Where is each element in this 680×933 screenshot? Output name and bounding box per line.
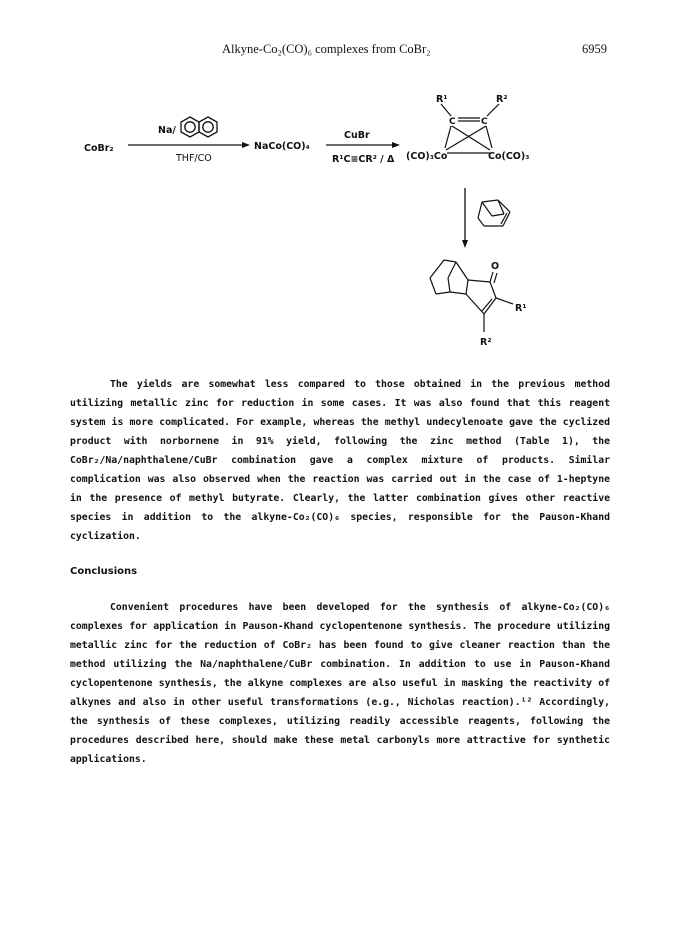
page-header	[0, 42, 680, 62]
scheme-start-reagent: CoBr₂	[84, 143, 114, 154]
reaction-scheme-drawing	[0, 80, 680, 370]
complex-r2-label: R²	[496, 94, 508, 105]
cyclopentenone-product	[430, 260, 526, 348]
reagent-1-bottom: THF/CO	[176, 153, 212, 164]
cobalt-alkyne-complex	[406, 94, 529, 162]
scheme-intermediate: NaCo(CO)₄	[254, 141, 310, 152]
conclusions-heading: Conclusions	[70, 566, 138, 577]
product-r2-label: R²	[480, 337, 492, 348]
vertical-reaction-arrow-head	[462, 240, 468, 248]
complex-carbon-right: C	[481, 117, 488, 127]
reagent-2-top: CuBr	[344, 130, 370, 141]
reaction-scheme	[0, 80, 680, 370]
norbornene-structure	[478, 200, 510, 226]
complex-carbon-left: C	[449, 117, 456, 127]
reagent-1-top: Na/	[158, 125, 176, 136]
product-r1-label: R¹	[515, 303, 527, 314]
paragraph-conclusions: Convenient procedures have been developed for the synthesis of alkyne-Co₂(CO)₆ complexes for application in Pauson-Khand cyclopentenone synthesis. The procedure utilizing metallic zinc for the reduction of CoBr₂ has been found to give cleaner reaction than the method utilizing the Na/naphthalene/CuBr combination. In addition to use in Pauson-Khand cyclopentenone synthesis, the alkyne complexes are also useful in masking the reactivity of alkynes and also in other useful transformations (e.g., Nicholas reaction).¹² Accordingly, the synthesis of these complexes, utilizing readily accessible reagents, following the procedures described here, should make these metal carbonyls more attractive for synthetic applications.	[70, 602, 610, 765]
reaction-arrow-2-head	[392, 142, 400, 148]
running-title: Alkyne-Co₂(CO)₆ complexes from CoBr₂	[222, 42, 431, 56]
reagent-2-bottom: R¹C≡CR² / Δ	[332, 154, 395, 165]
complex-r1-label: R¹	[436, 94, 448, 105]
complex-left-cobalt: (CO)₃Co	[406, 151, 448, 162]
naphthalene-structure	[181, 117, 217, 137]
product-oxygen-label: O	[491, 261, 500, 272]
complex-right-cobalt: Co(CO)₃	[488, 151, 530, 162]
paragraph-results: The yields are somewhat less compared to those obtained in the previous method utilizing metallic zinc for reduction in some cases. It was also found that this reagent system is more complicated. For example, whereas the methyl undecylenoate gave the cyclized product with norbornene in 91% yield, following the zinc method (Table 1), the CoBr₂/Na/naphthalene/CuBr combination gave a complex mixture of products. Similar complication was also observed when the reaction was carried out in the case of 1-heptyne in the presence of methyl butyrate. Clearly, the latter combination gives other reactive species in addition to the alkyne-Co₂(CO)₆ species, responsible for the Pauson-Khand cyclization.	[70, 379, 610, 542]
reaction-arrow-1-head	[242, 142, 250, 148]
page-number: 6959	[582, 42, 607, 56]
